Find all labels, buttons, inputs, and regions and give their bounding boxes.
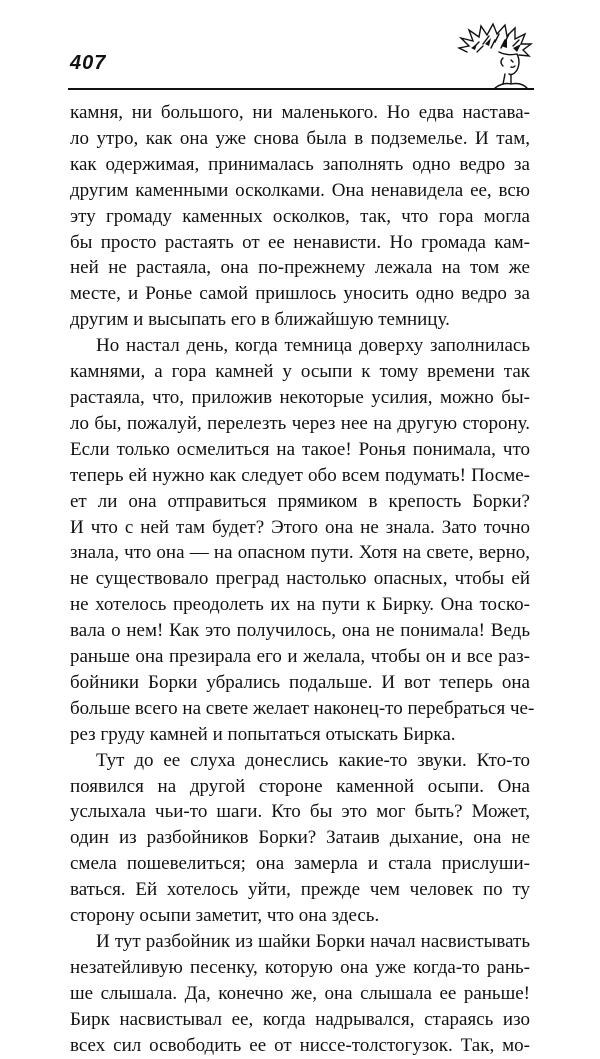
- text-line: растаяла, что, приложив некоторые усилия, можно бы-: [70, 386, 530, 408]
- text-line: раньше она презирала его и желала, чтобы он и все раз-: [70, 646, 530, 668]
- text-line: сторону осыпи заметит, что она здесь.: [70, 905, 380, 927]
- text-line: смела пошевелиться; она замерла и стала прислуши-: [70, 853, 530, 875]
- text-line: всех сил освободить ее от ниссе-толстогузок. Так, мо-: [70, 1034, 530, 1056]
- text-line: появился на другой стороне каменной осыпи. Она: [70, 775, 530, 797]
- text-line: камня, ни большого, ни маленького. Но едва настава-: [70, 102, 530, 123]
- text-line: ше слышала. Да, конечно же, она слышала ее раньше!: [70, 982, 530, 1004]
- text-line: не хотелось преодолеть их на пути к Бирку. Она тоско-: [70, 594, 530, 616]
- text-line: как одержимая, принималась заполнять одно ведро за: [70, 153, 530, 175]
- text-line: бы просто растаять от ее ненависти. Но громада кам-: [70, 231, 530, 253]
- body-text: [70, 100, 535, 1059]
- text-line: ло бы, пожалуй, перелезть через нее на другую сторону.: [70, 412, 530, 434]
- text-line: ет ли она отправиться прямиком в крепость Борки?: [70, 490, 530, 512]
- text-line: другим каменными осколками. Она ненавидела ее, всю: [70, 179, 530, 201]
- text-line: Бирк насвистывал ее, когда надрывался, стараясь изо: [70, 1008, 530, 1030]
- text-line: И тут разбойник из шайки Борки начал насвистывать: [96, 931, 530, 952]
- text-line: больше всего на свете желает наконец-то перебраться че-: [70, 697, 535, 719]
- text-line: вала о нем! Как это получилось, она не понимала! Ведь: [70, 620, 530, 642]
- page-number: 407: [70, 52, 107, 74]
- text-line: бойники Борки убрались подальше. И вот теперь она: [70, 671, 530, 693]
- text-line: услыхала чьи-то шаги. Кто бы это мог быть? Может,: [70, 801, 530, 823]
- text-line: рез груду камней и попытаться отыскать Бирка.: [70, 723, 456, 745]
- text-line: ваться. Ей хотелось уйти, прежде чем человек по ту: [70, 879, 530, 901]
- text-line: ло утро, как она уже снова была в подземелье. И там,: [70, 127, 530, 149]
- text-line: ней не растаяла, она по-прежнему лежала на том же: [70, 257, 530, 279]
- text-line: эту громаду каменных осколков, так, что гора могла: [70, 205, 530, 227]
- text-line: другим и высыпать его в ближайшую темницу.: [70, 309, 450, 331]
- text-line: Если только осмелиться на такое! Ронья понимала, что: [70, 438, 530, 460]
- text-line: незатейливую песенку, которую она уже когда-то рань-: [70, 956, 530, 978]
- text-line: месте, и Ронье самой пришлось уносить одно ведро за: [70, 283, 530, 305]
- text-line: знала, что она — на опасном пути. Хотя на свете, верно,: [70, 542, 530, 564]
- header-vignette-illustration: [455, 22, 535, 92]
- text-line: теперь ей нужно как следует обо всем подумать! Посме-: [70, 464, 530, 486]
- text-line: И что с ней там будет? Этого она не знала. Зато точно: [70, 516, 530, 538]
- text-line: камнями, а гора камней у осыпи к тому времени так: [70, 361, 530, 383]
- text-line: Тут до ее слуха донеслись какие-то звуки. Кто-то: [96, 749, 530, 771]
- text-line: не существовало преград настолько опасных, чтобы ей: [70, 568, 530, 590]
- text-line: один из разбойников Борки? Затаив дыхание, она не: [70, 827, 530, 849]
- text-line: Но настал день, когда темница доверху заполнилась: [96, 335, 530, 357]
